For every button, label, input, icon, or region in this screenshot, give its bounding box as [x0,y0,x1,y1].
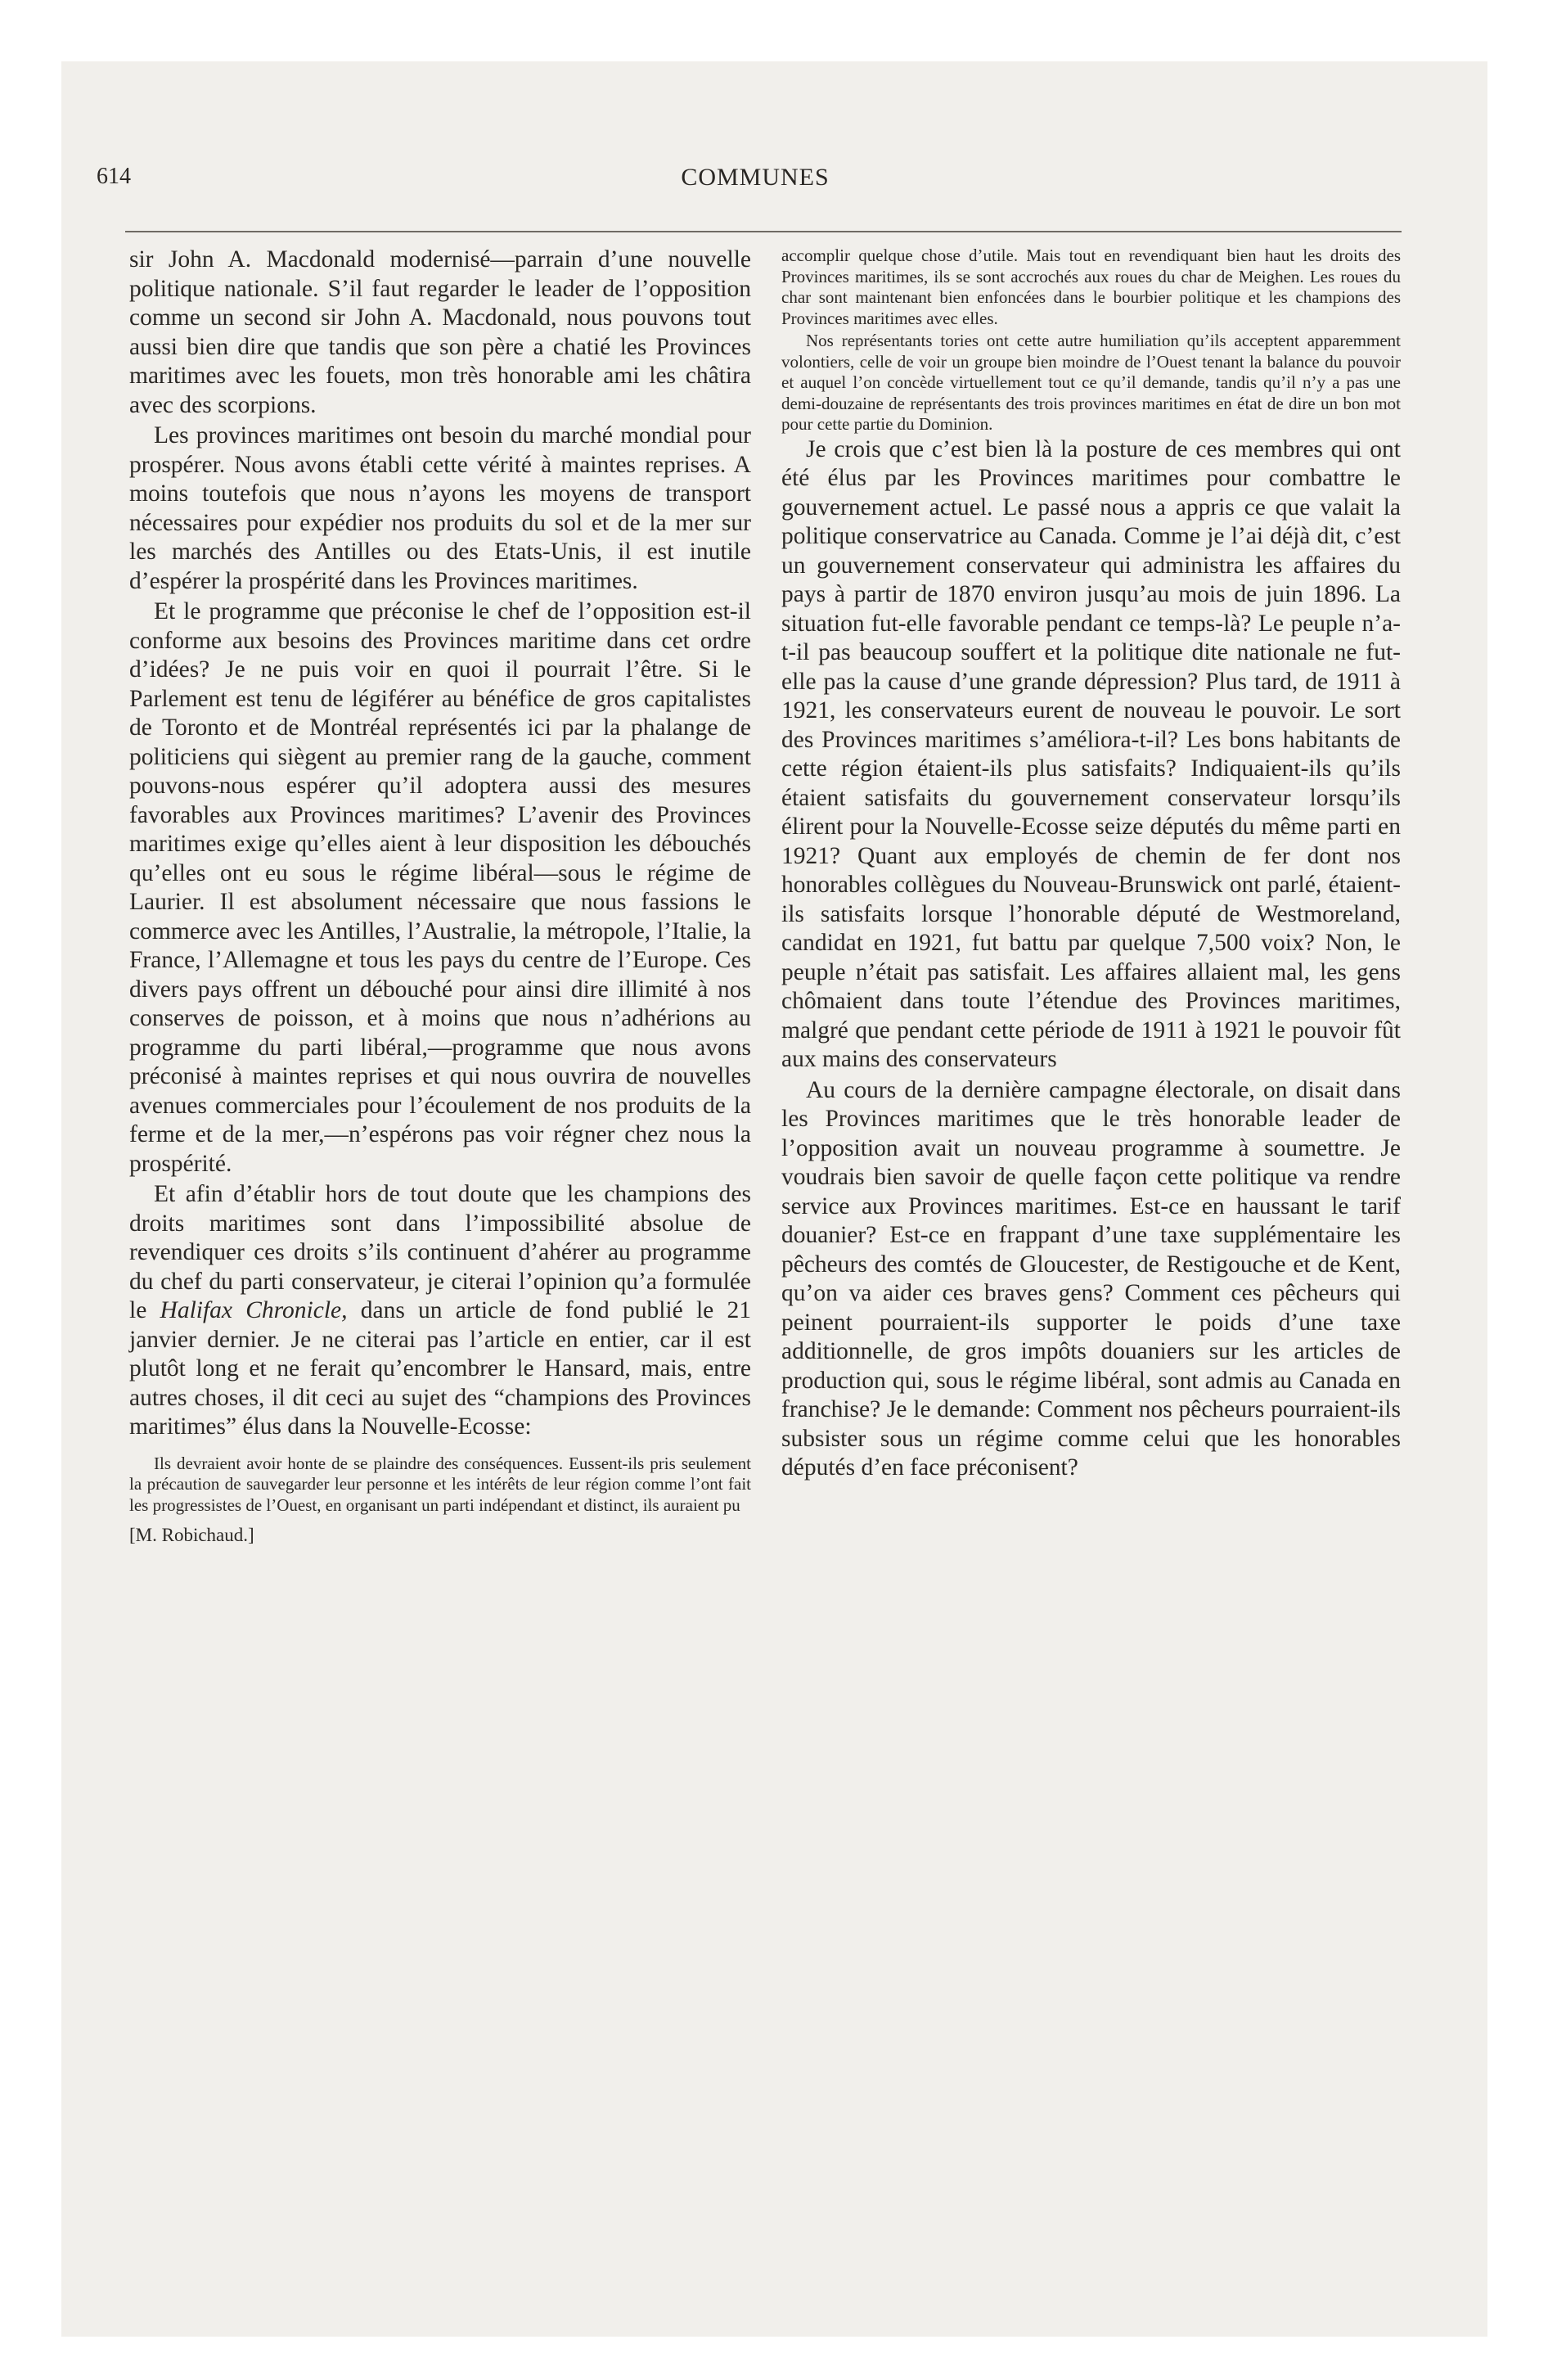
paragraph: Et le programme que préconise le chef de l’opposition est-il conforme aux besoins des Provinces maritime dans cet ordre d’idées? Je ne puis voir en quoi il pourrait l’être. Si le Parlement est tenu de légiférer au bénéfice de gros capitalistes de Toronto et de Montréal représentés ici par la phalange de politiciens qui siègent au premier rang de la gauche, comment pouvons-nous espérer qu’il adoptera aussi des mesures favorables aux Provinces maritimes? L’avenir des Provinces maritimes exige qu’elles aient à leur disposition les débouchés qu’elles ont eu sous le régime libéral—sous le régime de Laurier. Il est absolument nécessaire que nous fassions le commerce avec les Antilles, l’Australie, la métropole, l’Italie, la France, l’Allemagne et tous les pays du centre de l’Europe. Ces divers pays offrent un débouché pour ainsi dire illimité à nos conserves de poisson, et à moins que nous n’adhérions au programme du parti libéral,—programme que nous avons préconisé à maintes reprises et qui nous ouvrira de nouvelles avenues commerciales pour l’écoulement de nos produits de la ferme et de la mer,—n’espérons pas voir régner chez nous la prospérité. [129,598,751,1177]
paragraph-text: dans un article de fond publié le 21 janvier dernier. Je ne citerai pas l’article en entier, car il est plutôt long et ne ferait qu’encombrer le Hansard, mais, entre autres choses, il dit ceci au sujet des “champions des Provinces maritimes” élus dans la Nouvelle-Ecosse: [129,1297,751,1440]
right-column [781,246,1401,1483]
page-header [97,164,1414,205]
paragraph: Au cours de la dernière campagne électorale, on disait dans les Provinces maritimes que le très honorable leader de l’opposition avait un nouveau programme à soumettre. Je voudrais bien savoir de quelle façon cette politique va rendre service aux Provinces maritimes. Est-ce en haussant le tarif douanier? Est-ce en frappant d’une taxe supplémentaire les pêcheurs des comtés de Gloucester, de Restigouche et de Kent, qu’on va aider ces braves gens? Comment ces pêcheurs qui peinent pourraient-ils supporter le poids d’une taxe additionnelle, de gros impôts douaniers sur les articles de production qui, sous le régime libéral, sont admis au Canada en franchise? Je le demande: Comment nos pêcheurs pourraient-ils subsister sous un régime comme celui que les honorables députés d’en face préconisent? [781,1076,1401,1481]
paragraph [129,1180,751,1442]
paragraph-text: Et afin d’établir hors de tout doute que les champions des droits maritimes sont dans l’impossibilité absolue de revendiquer ces droits s’ils continuent d’ahérer au programme du chef du parti conservateur, je citerai l’opinion qu’a formulée le [129,1181,751,1323]
paragraph: sir John A. Macdonald modernisé—parrain d’une nouvelle politique nationale. S’il faut regarder le leader de l’opposition comme un second sir John A. Macdonald, nous pouvons tout aussi bien dire que tandis que son père a chatié les Provinces maritimes avec les fouets, mon très honorable ami les châtira avec des scorpions. [129,246,751,418]
quotation: Nos représentants tories ont cette autre humiliation qu’ils acceptent apparemment volontiers, celle de voir un groupe bien moindre de l’Ouest tenant la balance du pouvoir et auquel l’on concède virtuellement tout ce qu’il demande, tandis qu’il n’y a pas une demi-douzaine de représentants des trois provinces maritimes en état de dire un bon mot pour cette partie du Dominion. [781,331,1401,434]
paragraph: Je crois que c’est bien là la posture de ces membres qui ont été élus par les Provinces maritimes pour combattre le gouvernement actuel. Le passé nous a appris ce que valait la politique conservatrice au Canada. Comme je l’ai déjà dit, c’est un gouvernement conservateur qui administra les affaires du pays à partir de 1870 environ jusqu’au mois de juin 1896. La situation fut-elle favorable pendant ce temps-là? Le peuple n’a-t-il pas beaucoup souffert et la politique dite nationale ne fut-elle pas la cause d’une grande dépression? Plus tard, de 1911 à 1921, les conservateurs eurent de nouveau le pouvoir. Le sort des Provinces maritimes s’améliora-t-il? Les bons habitants de cette région étaient-ils plus satisfaits? Indiquaient-ils qu’ils étaient satisfaits du gouvernement conservateur lorsqu’ils élirent pour la Nouvelle-Ecosse seize députés du même parti en 1921? Quant aux employés de chemin de fer dont nos honorables collègues du Nouveau-Brunswick ont parlé, étaient-ils satisfaits lorsque l’honorable député de Westmoreland, candidat en 1921, fut battu par quelque 7,500 voix? Non, le peuple n’était pas satisfait. Les affaires allaient mal, les gens chômaient dans toute l’étendue des Provinces maritimes, malgré que pendant cette période de 1911 à 1921 le pouvoir fût aux mains des conservateurs [781,435,1401,1072]
newspaper-title: Halifax Chronicle, [160,1297,348,1323]
speaker-attribution: [M. Robichaud.] [129,1525,254,1545]
running-head: COMMUNES [681,164,830,191]
header-rule [125,231,1402,232]
quotation: accomplir quelque chose d’utile. Mais tout en revendiquant bien haut les droits des Provinces maritimes, ils se sont accrochés aux roues du char de Meighen. Les roues du char sont maintenant bien enfoncées dans le bourbier politique et les champions des Provinces maritimes avec elles. [781,246,1401,328]
paragraph: Les provinces maritimes ont besoin du marché mondial pour prospérer. Nous avons établi cette vérité à maintes reprises. A moins toutefois que nous n’ayons les moyens de transport nécessaires pour expédier nos produits du sol et de la mer sur les marchés des Antilles ou des Etats-Unis, il est inutile d’espérer la prospérité dans les Provinces maritimes. [129,422,751,594]
left-column [129,246,751,1547]
quotation: Ils devraient avoir honte de se plaindre des conséquences. Eussent-ils pris seulement la précaution de sauvegarder leur personne et les intérêts de leur région comme l’ont fait les progressistes de l’Ouest, en organisant un parti indépendant et distinct, ils auraient pu [129,1453,751,1515]
page-number: 614 [97,164,131,189]
